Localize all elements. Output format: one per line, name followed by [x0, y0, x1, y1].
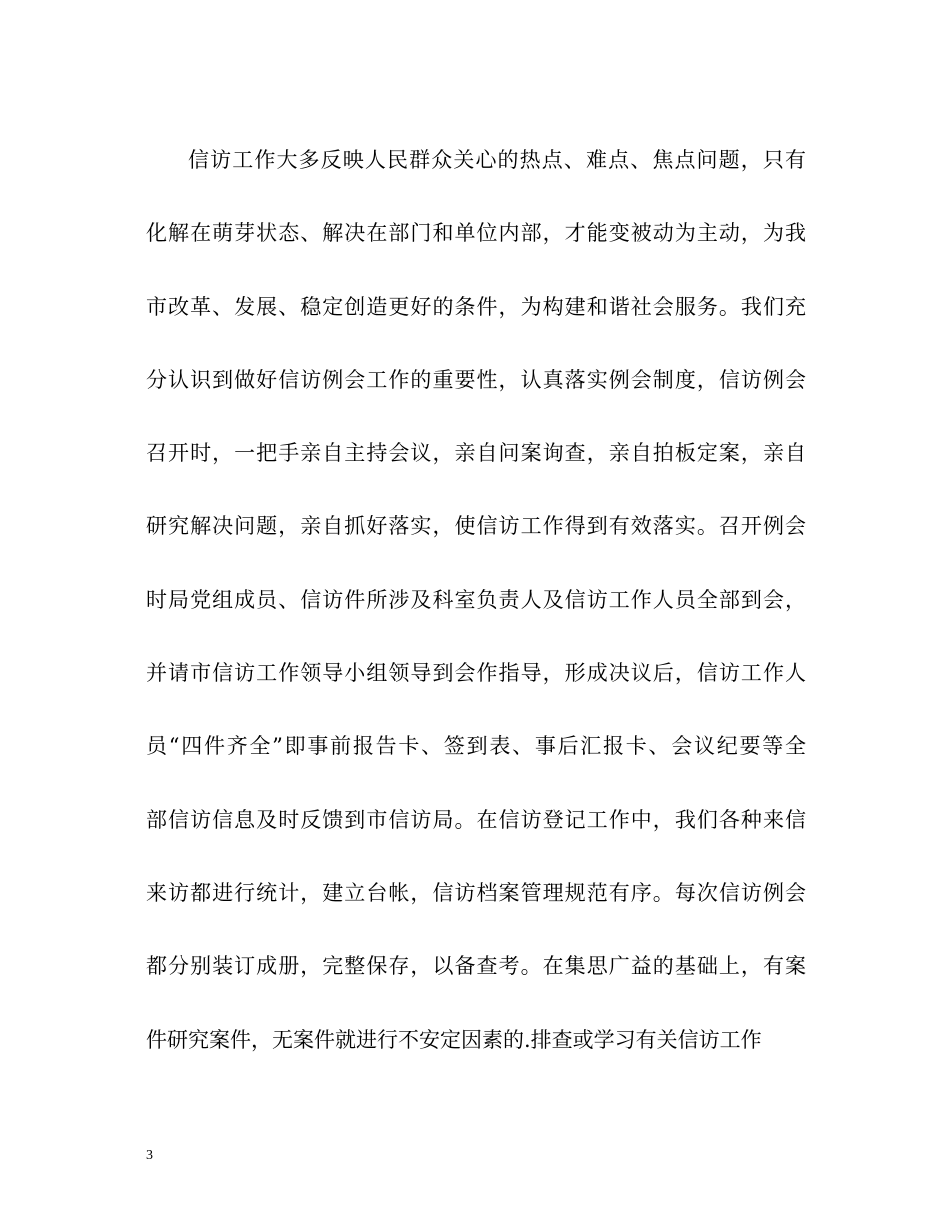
paragraph-line: 来访都进行统计，建立台帐，信访档案管理规范有序。每次信访例会 — [146, 880, 806, 905]
paragraph-line: 都分别装订成册，完整保存，以备查考。在集思广益的基础上，有案 — [146, 954, 806, 979]
paragraph-line: 化解在萌芽状态、解决在部门和单位内部，才能变被动为主动，为我 — [146, 221, 806, 246]
paragraph-line: 员“四件齐全”即事前报告卡、签到表、事后汇报卡、会议纪要等全 — [146, 734, 806, 759]
paragraph-line: 研究解决问题，亲自抓好落实，使信访工作得到有效落实。召开例会 — [146, 514, 806, 539]
paragraph-line: 并请市信访工作领导小组领导到会作指导，形成决议后，信访工作人 — [146, 661, 806, 686]
paragraph-line: 信访工作大多反映人民群众关心的热点、难点、焦点问题，只有 — [188, 148, 806, 172]
paragraph-line: 时局党组成员、信访件所涉及科室负责人及信访工作人员全部到会， — [146, 587, 806, 612]
body-paragraph — [146, 136, 806, 1089]
paragraph-line: 分认识到做好信访例会工作的重要性，认真落实例会制度，信访例会 — [146, 367, 806, 392]
paragraph-line: 市改革、发展、稳定创造更好的条件，为构建和谐社会服务。我们充 — [146, 294, 806, 319]
paragraph-line: 部信访信息及时反馈到市信访局。在信访登记工作中，我们各种来信 — [146, 807, 806, 832]
paragraph-line: 召开时，一把手亲自主持会议，亲自问案询查，亲自拍板定案，亲自 — [146, 441, 806, 466]
paragraph-line: 件研究案件，无案件就进行不安定因素的.排查或学习有关信访工作 — [146, 1027, 762, 1052]
page-number: 3 — [146, 1148, 153, 1163]
